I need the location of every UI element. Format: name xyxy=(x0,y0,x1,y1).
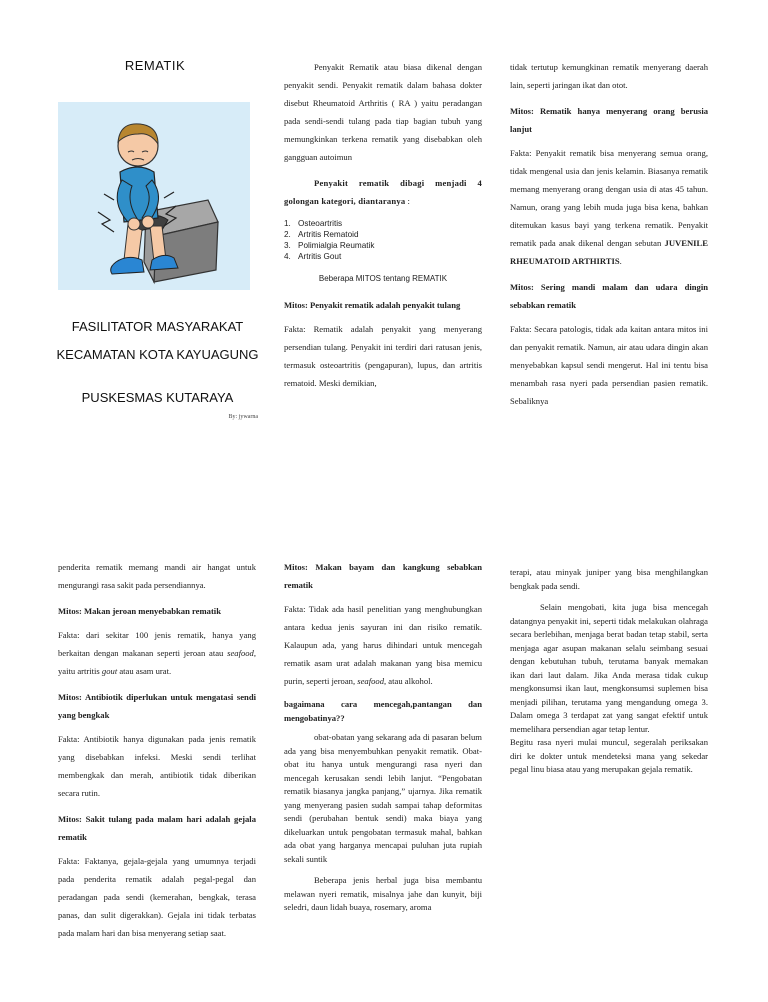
mitos-7-heading: Mitos: Makan bayam dan kangkung sebabkan rematik xyxy=(284,562,482,590)
fakta-7: Fakta: Tidak ada hasil penelitian yang menghubungkan antara kedua jenis sayuran ini dan risiko rematik. Kalaupun ada, yang harus dihindari untuk mencegah rematik asam urat adalah makanan yang bisa memicu purin, seperti jeroan, seafood, atau alkohol. xyxy=(284,604,482,686)
org-district: KECAMATAN KOTA KAYUAGUNG xyxy=(56,347,259,362)
column-3-bottom xyxy=(510,566,708,777)
fakta-2: Fakta: Penyakit rematik bisa menyerang semua orang, tidak mengenal usia dan jenis kelamin. Biasanya rematik memang menyerang orang dengan usia di atas 45 tahun. Namun, orang yang lebih muda juga bisa kena, bahkan ditemukan kasus bayi yang terkena rematik. Penyakit rematik pada anak dikenal dengan sebutan JUVENILE RHEUMATOID ARTHIRTIS. xyxy=(510,148,708,266)
treatment-paragraph: obat-obatan yang sekarang ada di pasaran belum ada yang bisa menyembuhkan penyakit rematik. Obat-obat itu hanya untuk mengurangi rasa nyeri dan mencegah kerusakan sendi lebih lanjut. “Pengobatan rematik biasanya jangka panjang,” ujarnya. Jika rematik yang menyerang pasien sudah sampai tahap deformitas sendi (perubahan bentuk sendi) maka biaya yang dikeluarkan untuk pengobatan termasuk mahal, bahkan ada obat yang harganya mencapai puluhan juta rupiah sekali suntik xyxy=(284,732,482,864)
fakta-6: Fakta: Faktanya, gejala-gejala yang umumnya terjadi pada penderita rematik adalah pegal-pegal dan peradangan pada sendi (kemerahan, bengkak, terasa panas, dan sulit digerakkan). Gejala ini tidak terbatas pada malam hari dan bisa menyerang setiap saat. xyxy=(58,856,256,938)
mitos-5-heading: Mitos: Antibiotik diperlukan untuk mengatasi sendi yang bengkak xyxy=(58,692,256,720)
categories-heading: Penyakit rematik dibagi menjadi 4 golongan kategori, diantaranya xyxy=(284,178,482,206)
categories-colon: : xyxy=(405,196,410,206)
continuation-text: penderita rematik memang mandi air hangat untuk mengurangi rasa sakit pada persendiannya. xyxy=(58,562,256,590)
org-facilitator: FASILITATOR MASYARAKAT xyxy=(71,319,244,334)
fakta-3: Fakta: Secara patologis, tidak ada kaitan antara mitos ini dan penyakit rematik. Namun, air atau udara dingin akan menyebabkan kapsul sendi mengerut. Hal ini tentu bisa menambah rasa nyeri pada persendian pasien rematik. Sebaliknya xyxy=(510,324,708,406)
mitos-1-heading: Mitos: Penyakit rematik adalah penyakit tulang xyxy=(284,300,461,310)
column-1-bottom xyxy=(58,558,256,942)
continuation-text: tidak tertutup kemungkinan rematik menyerang daerah lain, seperti jaringan ikat dan otot. xyxy=(510,62,708,90)
column-3-top xyxy=(510,58,708,410)
list-item: 2. Artritis Rematoid xyxy=(284,230,359,239)
prevention-paragraph: Selain mengobati, kita juga bisa mencegah datangnya penyakit ini, seperti tidak melakukan olahraga secara berlebihan, menjaga berat badan tetap stabil, serta menjaga agar asupan makanan selalu seimbang sesuai dengan kebutuhan tubuh, terutama banyak memakan ikan dari laut dalam. Jika Anda merasa tidak cukup mengkonsumsi ikan laut, mengkonsumsi suplemen bisa menjadi pilihan, terutama yang mengandung omega 3. Dalam omega 3 terdapat zat yang sangat efektif untuk memelihara persendian agar tetap lentur. xyxy=(510,602,708,734)
boy-knee-pain-illustration xyxy=(58,102,250,290)
mitos-3-heading: Mitos: Sering mandi malam dan udara dingin sebabkan rematik xyxy=(510,282,708,310)
fakta-5: Fakta: Antibiotik hanya digunakan pada jenis rematik yang disebabkan infeksi. Meski sendi terlihat membengkak dan merah, antibiotik tidak diberikan secara rutin. xyxy=(58,734,256,798)
continuation-text: terapi, atau minyak juniper yang bisa menghilangkan bengkak pada sendi. xyxy=(510,567,708,591)
mitos-6-heading: Mitos: Sakit tulang pada malam hari adalah gejala rematik xyxy=(58,814,256,842)
byline: By: jywarna xyxy=(228,414,258,420)
column-2-top xyxy=(284,58,482,392)
category-list xyxy=(284,218,482,262)
mitos-4-heading: Mitos: Makan jeroan menyebabkan rematik xyxy=(58,606,221,616)
herbal-paragraph: Beberapa jenis herbal juga bisa membantu melawan nyeri rematik, misalnya jahe dan kunyit, biji seledri, daun lidah buaya, rosemary, aroma xyxy=(284,875,482,912)
list-item: 3. Polimialgia Reumatik xyxy=(284,241,375,250)
cover-title: REMATIK xyxy=(124,58,186,73)
mitos-intro: Beberapa MITOS tentang REMATIK xyxy=(318,274,448,283)
prevention-question-heading: bagaimana cara mencegah,pantangan dan mengobatinya?? xyxy=(284,699,482,723)
list-item: 1. Osteoartritis xyxy=(284,219,343,228)
mitos-2-heading: Mitos: Rematik hanya menyerang orang berusia lanjut xyxy=(510,106,708,134)
org-puskesmas: PUSKESMAS KUTARAYA xyxy=(81,390,234,405)
intro-paragraph: Penyakit Rematik atau biasa dikenal dengan penyakit sendi. Penyakit rematik dalam bahasa dokter disebut Rheumatoid Arthritis ( RA ) yaitu peradangan pada sendi-sendi tulang pada tiap bagian tubuh yang memungkinkan terkena rematik yang disebabkan oleh gangguan autoimun xyxy=(284,62,482,162)
fakta-4: Fakta: dari sekitar 100 jenis rematik, hanya yang berkaitan dengan makanan seperti jeroan atau seafood, yaitu artritis gout atau asam urat. xyxy=(58,630,256,676)
checkup-paragraph: Begitu rasa nyeri mulai muncul, segeralah periksakan diri ke dokter untuk mendeteksi mana yang sekedar pegal linu biasa atau yang merupakan gejala rematik. xyxy=(510,737,708,774)
column-2-bottom xyxy=(284,558,482,915)
list-item: 4. Artritis Gout xyxy=(284,252,342,261)
fakta-1: Fakta: Rematik adalah penyakit yang menyerang persendian tulang. Penyakit ini terdiri dari ratusan jenis, termasuk osteoartritis (pengapuran), lupus, dan artritis rematoid. Meski demikian, xyxy=(284,324,482,388)
